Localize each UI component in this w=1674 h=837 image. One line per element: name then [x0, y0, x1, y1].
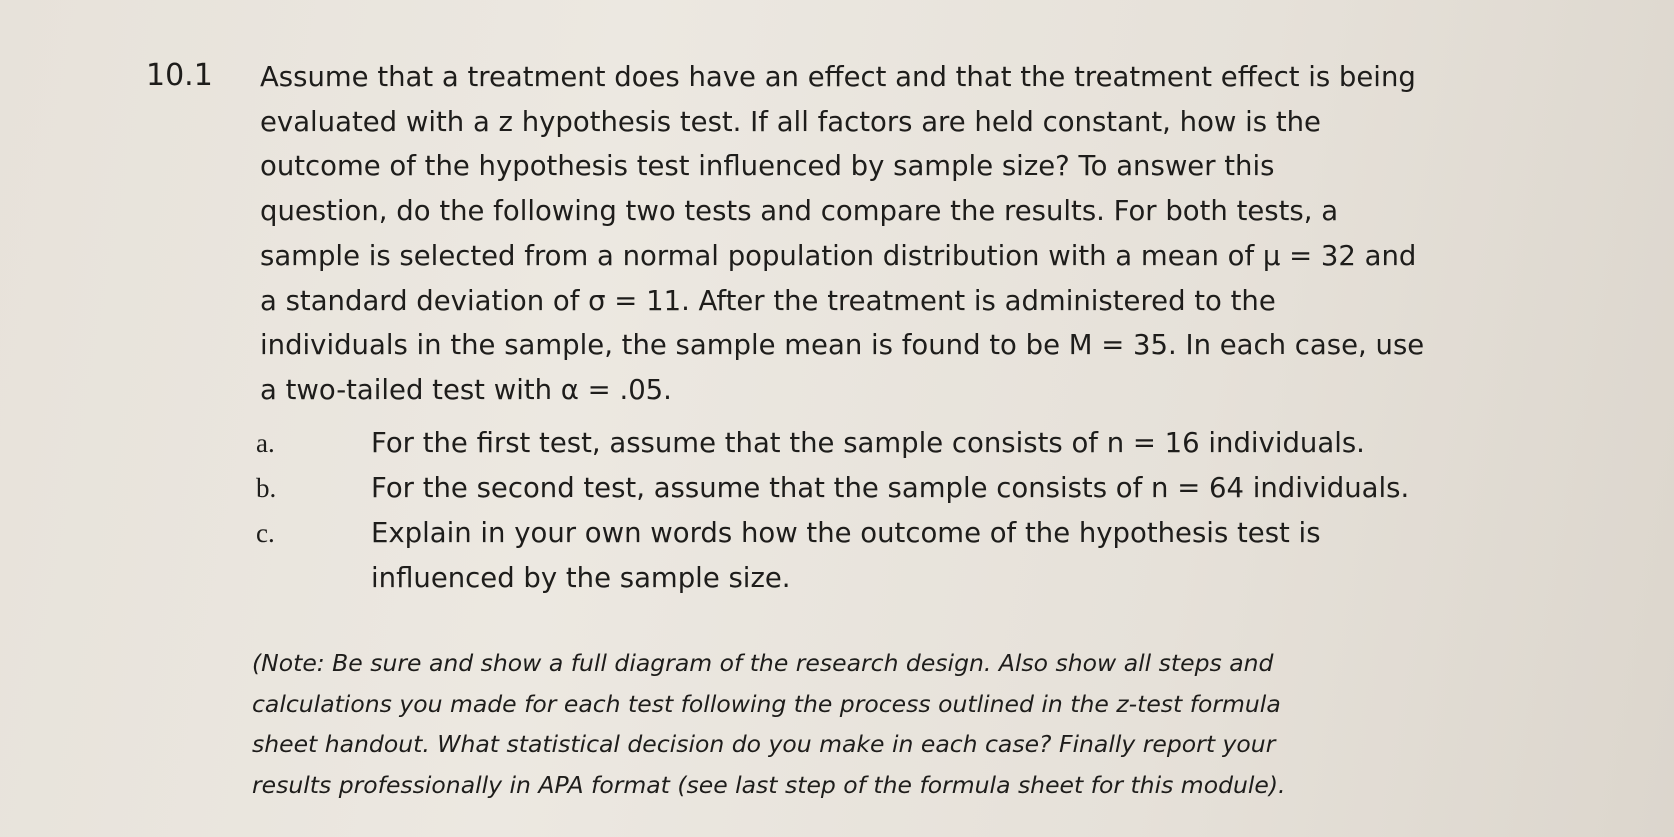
question-line: a two-tailed test with α = .05. [260, 373, 672, 406]
item-letter: b. [256, 473, 277, 503]
note-line: calculations you made for each test following the process outlined in the z-test formula [252, 689, 1281, 718]
question-line: a standard deviation of σ = 11. After the treatment is administered to the [260, 284, 1276, 317]
question-line: outcome of the hypothesis test influenced by sample size? To answer this [260, 150, 1275, 183]
question-line: evaluated with a z hypothesis test. If all factors are held constant, how is the [260, 105, 1321, 138]
item-letter: c. [256, 518, 275, 548]
instruction-note [252, 643, 1602, 805]
question-line: sample is selected from a normal population distribution with a mean of μ = 32 and [260, 239, 1417, 272]
question-line: question, do the following two tests and compare the results. For both tests, a [260, 195, 1339, 228]
question-line: Assume that a treatment does have an effect and that the treatment effect is being [260, 61, 1416, 93]
item-text: For the second test, assume that the sample consists of n = 64 individuals. [371, 472, 1410, 504]
item-text: influenced by the sample size. [371, 562, 791, 594]
note-line: (Note: Be sure and show a full diagram of the research design. Also show all steps and [252, 649, 1274, 677]
question-number: 10.1 [146, 58, 213, 93]
item-letter: a. [256, 428, 275, 458]
note-line: results professionally in APA format (see last step of the formula sheet for this module). [252, 770, 1286, 799]
item-text: For the first test, assume that the sample consists of n = 16 individuals. [371, 427, 1365, 459]
note-line: sheet handout. What statistical decision do you make in each case? Finally report your [252, 730, 1276, 758]
question-line: individuals in the sample, the sample mean is found to be M = 35. In each case, use [260, 329, 1425, 362]
item-text: Explain in your own words how the outcome of the hypothesis test is [371, 517, 1321, 549]
question-body [260, 55, 1600, 413]
